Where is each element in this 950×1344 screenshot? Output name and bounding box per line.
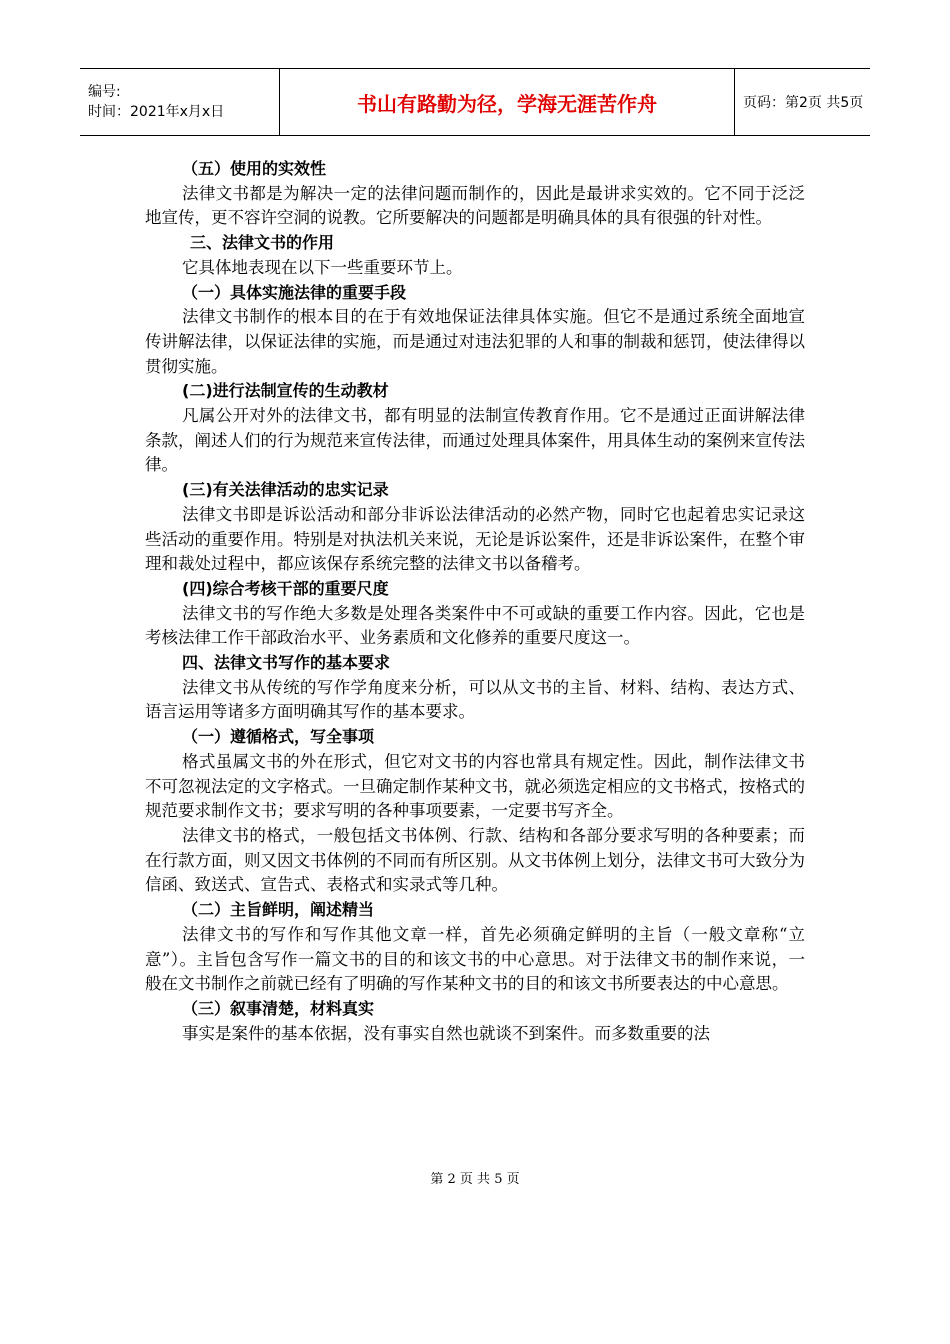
body-paragraph: 它具体地表现在以下一些重要环节上。: [182, 257, 463, 277]
body-paragraph: 法律文书都是为解决一定的法律问题而制作的，因此是最讲求实效的。它不同于泛泛地宣传，更不容许空洞的说教。它所要解决的问题都是明确具体的具有很强的针对性。: [145, 183, 805, 228]
document-date: 时间：2021年x月x日: [88, 104, 225, 120]
header-meta: [80, 69, 280, 135]
document-number-label: 编号:: [88, 84, 121, 100]
section-heading: (四)综合考核干部的重要尺度: [182, 578, 389, 598]
body-paragraph: 事实是案件的基本依据，没有事实自然也就谈不到案件。而多数重要的法: [182, 1023, 710, 1043]
header-motto-cell: [280, 69, 735, 135]
section-heading: (二)进行法制宣传的生动教材: [182, 381, 389, 401]
body-paragraph: 法律文书制作的根本目的在于有效地保证法律具体实施。但它不是通过系统全面地宣传讲解法律，以保证法律的实施，而是通过对违法犯罪的人和事的制裁和惩罚，使法律得以贯彻实施。: [145, 307, 805, 376]
header-page-number: 页码：第2页 共5页: [743, 95, 864, 111]
body-paragraph: 法律文书从传统的写作学角度来分析，可以从文书的主旨、材料、结构、表达方式、语言运用等诸多方面明确其写作的基本要求。: [145, 677, 805, 722]
page-header: [80, 68, 870, 136]
section-heading: (三)有关法律活动的忠实记录: [182, 480, 389, 500]
page-footer: 第 2 页 共 5 页: [430, 1172, 520, 1187]
section-heading: 四、法律文书写作的基本要求: [182, 653, 391, 673]
section-heading: （三）叙事清楚，材料真实: [182, 998, 375, 1018]
body-paragraph: 法律文书的写作和写作其他文章一样，首先必须确定鲜明的主旨（一般文章称“立意”）。主旨包含写作一篇文书的目的和该文书的中心意思。对于法律文书的制作来说，一般在文书制作之前就已经有了明确的写作某种文书的目的和该文书所要表达的中心意思。: [145, 924, 805, 994]
body-paragraph: 法律文书的格式，一般包括文书体例、行款、结构和各部分要求写明的各种要素；而在行款方面，则又因文书体例的不同而有所区别。从文书体例上划分，法律文书可大致分为信函、致送式、宣告式、表格式和实录式等几种。: [145, 825, 805, 895]
header-page-cell: [735, 69, 870, 135]
section-heading: 三、法律文书的作用: [190, 233, 335, 253]
section-heading: （一）具体实施法律的重要手段: [182, 282, 407, 302]
section-heading: （五）使用的实效性: [182, 159, 327, 178]
body-paragraph: 格式虽属文书的外在形式，但它对文书的内容也常具有规定性。因此，制作法律文书不可忽视法定的文字格式。一旦确定制作某种文书，就必须选定相应的文书格式，按格式的规范要求制作文书；要求写明的各种事项要素，一定要书写齐全。: [145, 751, 805, 821]
body-paragraph: 凡属公开对外的法律文书，都有明显的法制宣传教育作用。它不是通过正面讲解法律条款，阐述人们的行为规范来宣传法律，而通过处理具体案件，用具体生动的案例来宣传法律。: [145, 406, 805, 475]
header-motto: 书山有路勤为径，学海无涯苦作舟: [357, 91, 657, 116]
document-body: [145, 157, 805, 1046]
section-heading: （一）遵循格式，写全事项: [182, 727, 375, 747]
body-paragraph: 法律文书的写作绝大多数是处理各类案件中不可或缺的重要工作内容。因此，它也是考核法律工作干部政治水平、业务素质和文化修养的重要尺度这一。: [145, 603, 805, 648]
section-heading: （二）主旨鲜明，阐述精当: [182, 900, 375, 920]
body-paragraph: 法律文书即是诉讼活动和部分非诉讼法律活动的必然产物，同时它也起着忠实记录这些活动的重要作用。特别是对执法机关来说，无论是诉讼案件，还是非诉讼案件，在整个审理和裁处过程中，都应该保存系统完整的法律文书以备稽考。: [145, 504, 805, 574]
